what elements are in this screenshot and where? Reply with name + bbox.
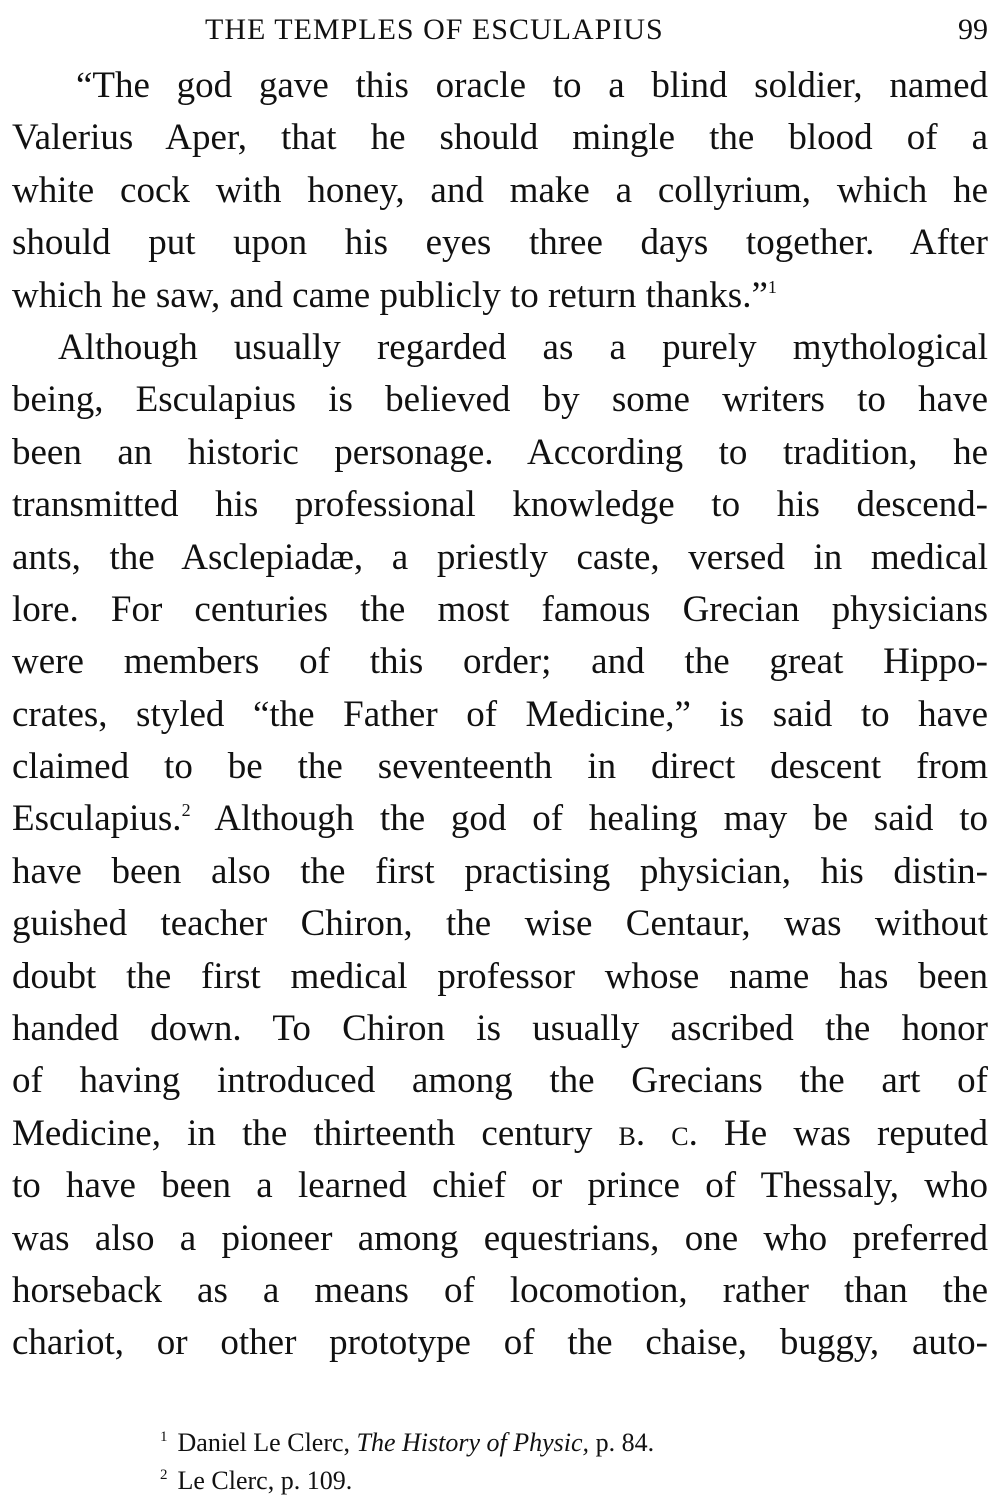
text-line: Although usually regarded as a purely mythological (58, 326, 988, 368)
running-head (0, 10, 1000, 50)
text-line: been an historic personage. According to tradition, he (12, 431, 988, 473)
text-line (12, 793, 988, 845)
text-line: “The god gave this oracle to a blind soldier, named (76, 65, 988, 106)
text-line (12, 1108, 988, 1160)
era-abbreviation: b. c. (618, 1112, 698, 1154)
footnote-text: Le Clerc, p. 109. (177, 1466, 353, 1495)
footnote-mark: 2 (160, 1467, 168, 1483)
text-line: ants, the Asclepiadæ, a priestly caste, versed in medical (12, 536, 988, 578)
text-fragment: He was reputed (724, 1112, 989, 1154)
text-line: Valerius Aper, that he should mingle the blood of a (12, 117, 988, 159)
text-line: have been also the first practising physician, his distin- (12, 850, 988, 892)
text-line: of having introduced among the Grecians the art of (12, 1060, 988, 1102)
text-line: should put upon his eyes three days together. After (12, 222, 988, 264)
text-fragment: Esculapius. (12, 798, 182, 840)
text-line: white cock with honey, and make a collyrium, which he (12, 169, 988, 211)
text-line: horseback as a means of locomotion, rather than the (12, 1269, 988, 1311)
text-line: was also a pioneer among equestrians, one who preferred (12, 1217, 988, 1259)
text-line: handed down. To Chiron is usually ascribed the honor (12, 1008, 988, 1050)
text-line: lore. For centuries the most famous Grecian physicians (12, 588, 988, 630)
page-number: 99 (958, 13, 988, 46)
footnote-ref-1: 1 (767, 276, 777, 297)
text-line: to have been a learned chief or prince of Thessaly, who (12, 1165, 988, 1207)
text-line (12, 270, 988, 322)
text-line: chariot, or other prototype of the chaise, buggy, auto- (12, 1322, 988, 1364)
footnotes (160, 1424, 960, 1500)
footnote-page: p. 84. (595, 1428, 655, 1457)
text-line: doubt the first medical professor whose name has been (12, 955, 988, 997)
footnote-ref-2: 2 (181, 800, 191, 821)
text-fragment: Although the god of healing may be said to (214, 798, 988, 840)
text-fragment: Medicine, in the thirteenth century (12, 1112, 593, 1154)
text-fragment: which he saw, and came publicly to return thanks.” (12, 274, 768, 316)
running-title: THE TEMPLES OF ESCULAPIUS (205, 13, 664, 46)
footnote-2 (160, 1462, 960, 1500)
text-line: crates, styled “the Father of Medicine,” is said to have (12, 693, 988, 735)
text-line: being, Esculapius is believed by some writers to have (12, 379, 988, 421)
footnote-book-title: The History of Physic, (356, 1428, 590, 1457)
body-text (12, 60, 988, 1370)
text-line: transmitted his professional knowledge to his descend- (12, 484, 988, 526)
footnote-mark: 1 (160, 1429, 168, 1445)
text-line: claimed to be the seventeenth in direct descent from (12, 746, 988, 788)
text-line: were members of this order; and the great Hippo- (12, 641, 988, 683)
footnote-1 (160, 1424, 960, 1462)
text-line: guished teacher Chiron, the wise Centaur, was without (12, 903, 988, 945)
footnote-author: Daniel Le Clerc, (177, 1428, 351, 1457)
